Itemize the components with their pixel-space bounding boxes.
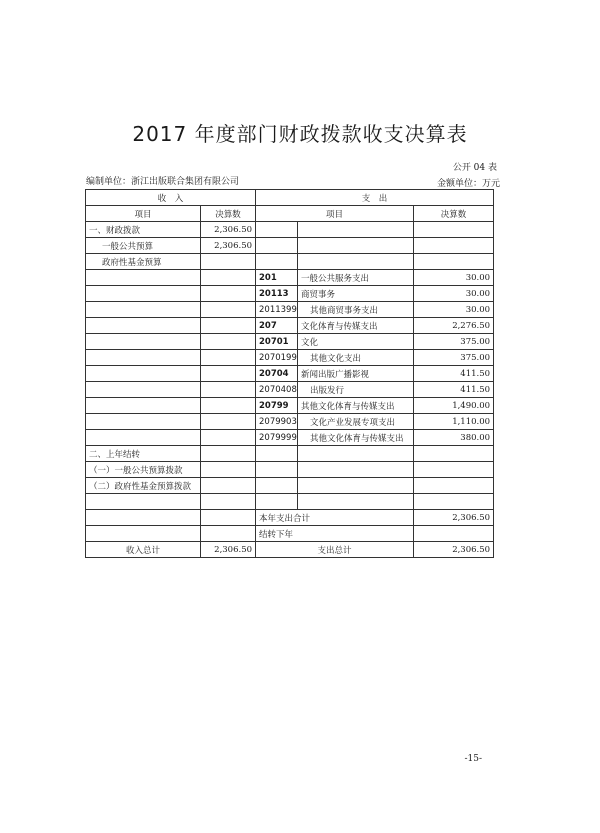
expense-item-cell: 文化 <box>298 334 414 350</box>
table-row <box>86 446 494 462</box>
income-amount-cell <box>201 270 256 286</box>
expense-total-label: 支出总计 <box>256 542 414 558</box>
income-item-cell: 一般公共预算 <box>86 238 201 254</box>
income-total-amount: 2,306.50 <box>201 542 256 558</box>
income-item-cell <box>86 270 201 286</box>
table-row <box>86 350 494 366</box>
income-amount-cell <box>201 302 256 318</box>
table-row <box>86 382 494 398</box>
table-row <box>86 286 494 302</box>
income-amount-cell <box>201 366 256 382</box>
income-amount-cell <box>201 254 256 270</box>
expense-total-amount: 2,306.50 <box>414 542 494 558</box>
expense-item-cell: 新闻出版广播影视 <box>298 366 414 382</box>
expense-item-header: 项目 <box>256 206 414 222</box>
expense-item-cell <box>298 478 414 494</box>
income-item-cell <box>86 366 201 382</box>
expense-code-cell <box>256 478 298 494</box>
income-amount-cell: 2,306.50 <box>201 238 256 254</box>
expense-amount-cell <box>414 238 494 254</box>
expense-code-cell: 2070408 <box>256 382 298 398</box>
expense-code-cell: 2070199 <box>256 350 298 366</box>
expense-code-cell <box>256 494 298 510</box>
income-item-cell <box>86 414 201 430</box>
expense-code-cell <box>256 462 298 478</box>
expense-amount-cell: 411.50 <box>414 366 494 382</box>
income-amount-cell <box>201 478 256 494</box>
expense-amount-cell: 30.00 <box>414 270 494 286</box>
income-amount-cell <box>201 334 256 350</box>
income-amount-cell <box>201 318 256 334</box>
expense-item-cell <box>298 494 414 510</box>
expense-amount-cell: 1,110.00 <box>414 414 494 430</box>
expense-amount-cell: 375.00 <box>414 334 494 350</box>
income-amount-cell <box>201 510 256 526</box>
income-amount-cell <box>201 414 256 430</box>
table-header-row <box>86 206 494 222</box>
expense-amount-cell <box>414 446 494 462</box>
compiling-unit: 编制单位：浙江出版联合集团有限公司 <box>86 177 240 187</box>
income-amount-cell <box>201 382 256 398</box>
amount-unit: 金额单位：万元 <box>436 179 500 189</box>
expense-item-cell <box>298 222 414 238</box>
expense-item-cell: 文化体育与传媒支出 <box>298 318 414 334</box>
income-item-cell: 二、上年结转 <box>86 446 201 462</box>
expense-amount-cell <box>414 526 494 542</box>
income-amount-cell <box>201 446 256 462</box>
expense-amount-cell: 30.00 <box>414 286 494 302</box>
income-amount-cell: 2,306.50 <box>201 222 256 238</box>
income-item-cell <box>86 510 201 526</box>
income-item-cell <box>86 398 201 414</box>
income-amount-cell <box>201 350 256 366</box>
income-item-cell <box>86 334 201 350</box>
expense-code-cell: 2079999 <box>256 430 298 446</box>
expense-amount-cell: 380.00 <box>414 430 494 446</box>
expense-amount-cell <box>414 222 494 238</box>
income-amount-cell <box>201 494 256 510</box>
table-row <box>86 318 494 334</box>
expense-amount-cell: 411.50 <box>414 382 494 398</box>
income-amount-cell <box>201 430 256 446</box>
income-item-cell: （一）一般公共预算拨款 <box>86 462 201 478</box>
page-title: 2017 年度部门财政拨款收支决算表 <box>132 122 468 146</box>
income-item-cell <box>86 302 201 318</box>
table-row <box>86 510 494 526</box>
income-item-cell: 政府性基金预算 <box>86 254 201 270</box>
expense-code-cell: 20701 <box>256 334 298 350</box>
expense-amount-cell <box>414 494 494 510</box>
expense-code-cell: 201 <box>256 270 298 286</box>
table-body <box>86 222 494 542</box>
expense-item-cell <box>298 462 414 478</box>
income-total-label: 收入总计 <box>86 542 201 558</box>
table-row <box>86 366 494 382</box>
table-row <box>86 334 494 350</box>
expense-header: 支 出 <box>256 190 494 206</box>
expense-amount-cell: 30.00 <box>414 302 494 318</box>
table-header-group <box>86 190 494 206</box>
income-item-cell: 一、财政拨款 <box>86 222 201 238</box>
expense-item-cell: 商贸事务 <box>298 286 414 302</box>
expense-item-cell <box>298 254 414 270</box>
table-row <box>86 302 494 318</box>
expense-item-cell: 文化产业发展专项支出 <box>298 414 414 430</box>
table-row <box>86 462 494 478</box>
income-amount-cell <box>201 526 256 542</box>
income-item-header: 项目 <box>86 206 201 222</box>
table-row <box>86 254 494 270</box>
expense-code-cell <box>256 254 298 270</box>
table-row <box>86 398 494 414</box>
totals-row <box>86 542 494 558</box>
income-amount-cell <box>201 462 256 478</box>
expense-item-cell: 其他文化体育与传媒支出 <box>298 430 414 446</box>
table-row <box>86 222 494 238</box>
expense-summary-label: 结转下年 <box>256 526 414 542</box>
expense-amount-cell: 1,490.00 <box>414 398 494 414</box>
income-item-cell <box>86 526 201 542</box>
income-item-cell <box>86 318 201 334</box>
expense-amount-cell: 2,276.50 <box>414 318 494 334</box>
table-row <box>86 270 494 286</box>
income-item-cell: （二）政府性基金预算拨款 <box>86 478 201 494</box>
expense-item-cell: 一般公共服务支出 <box>298 270 414 286</box>
expense-code-cell: 207 <box>256 318 298 334</box>
table-row <box>86 478 494 494</box>
expense-code-cell: 20113 <box>256 286 298 302</box>
expense-item-cell: 出版发行 <box>298 382 414 398</box>
table-row <box>86 494 494 510</box>
income-amount-cell <box>201 286 256 302</box>
expense-item-cell: 其他商贸事务支出 <box>298 302 414 318</box>
expense-summary-label: 本年支出合计 <box>256 510 414 526</box>
expense-amount-cell <box>414 254 494 270</box>
page-number: -15- <box>464 754 482 764</box>
income-item-cell <box>86 350 201 366</box>
income-item-cell <box>86 382 201 398</box>
expense-code-cell <box>256 446 298 462</box>
expense-code-cell <box>256 238 298 254</box>
expense-amount-header: 决算数 <box>414 206 494 222</box>
expense-code-cell <box>256 222 298 238</box>
fiscal-table <box>85 189 494 558</box>
expense-code-cell: 20704 <box>256 366 298 382</box>
income-item-cell <box>86 430 201 446</box>
income-header: 收 入 <box>86 190 256 206</box>
table-row <box>86 430 494 446</box>
expense-amount-cell <box>414 478 494 494</box>
expense-code-cell: 2011399 <box>256 302 298 318</box>
table-row <box>86 238 494 254</box>
expense-item-cell <box>298 238 414 254</box>
expense-amount-cell: 375.00 <box>414 350 494 366</box>
form-number: 公开 04 表 <box>452 163 497 173</box>
table-row <box>86 526 494 542</box>
income-item-cell <box>86 286 201 302</box>
expense-item-cell: 其他文化支出 <box>298 350 414 366</box>
expense-amount-cell <box>414 462 494 478</box>
expense-amount-cell: 2,306.50 <box>414 510 494 526</box>
expense-code-cell: 20799 <box>256 398 298 414</box>
income-amount-header: 决算数 <box>201 206 256 222</box>
income-item-cell <box>86 494 201 510</box>
expense-item-cell <box>298 446 414 462</box>
income-amount-cell <box>201 398 256 414</box>
expense-item-cell: 其他文化体育与传媒支出 <box>298 398 414 414</box>
table-row <box>86 414 494 430</box>
expense-code-cell: 2079903 <box>256 414 298 430</box>
